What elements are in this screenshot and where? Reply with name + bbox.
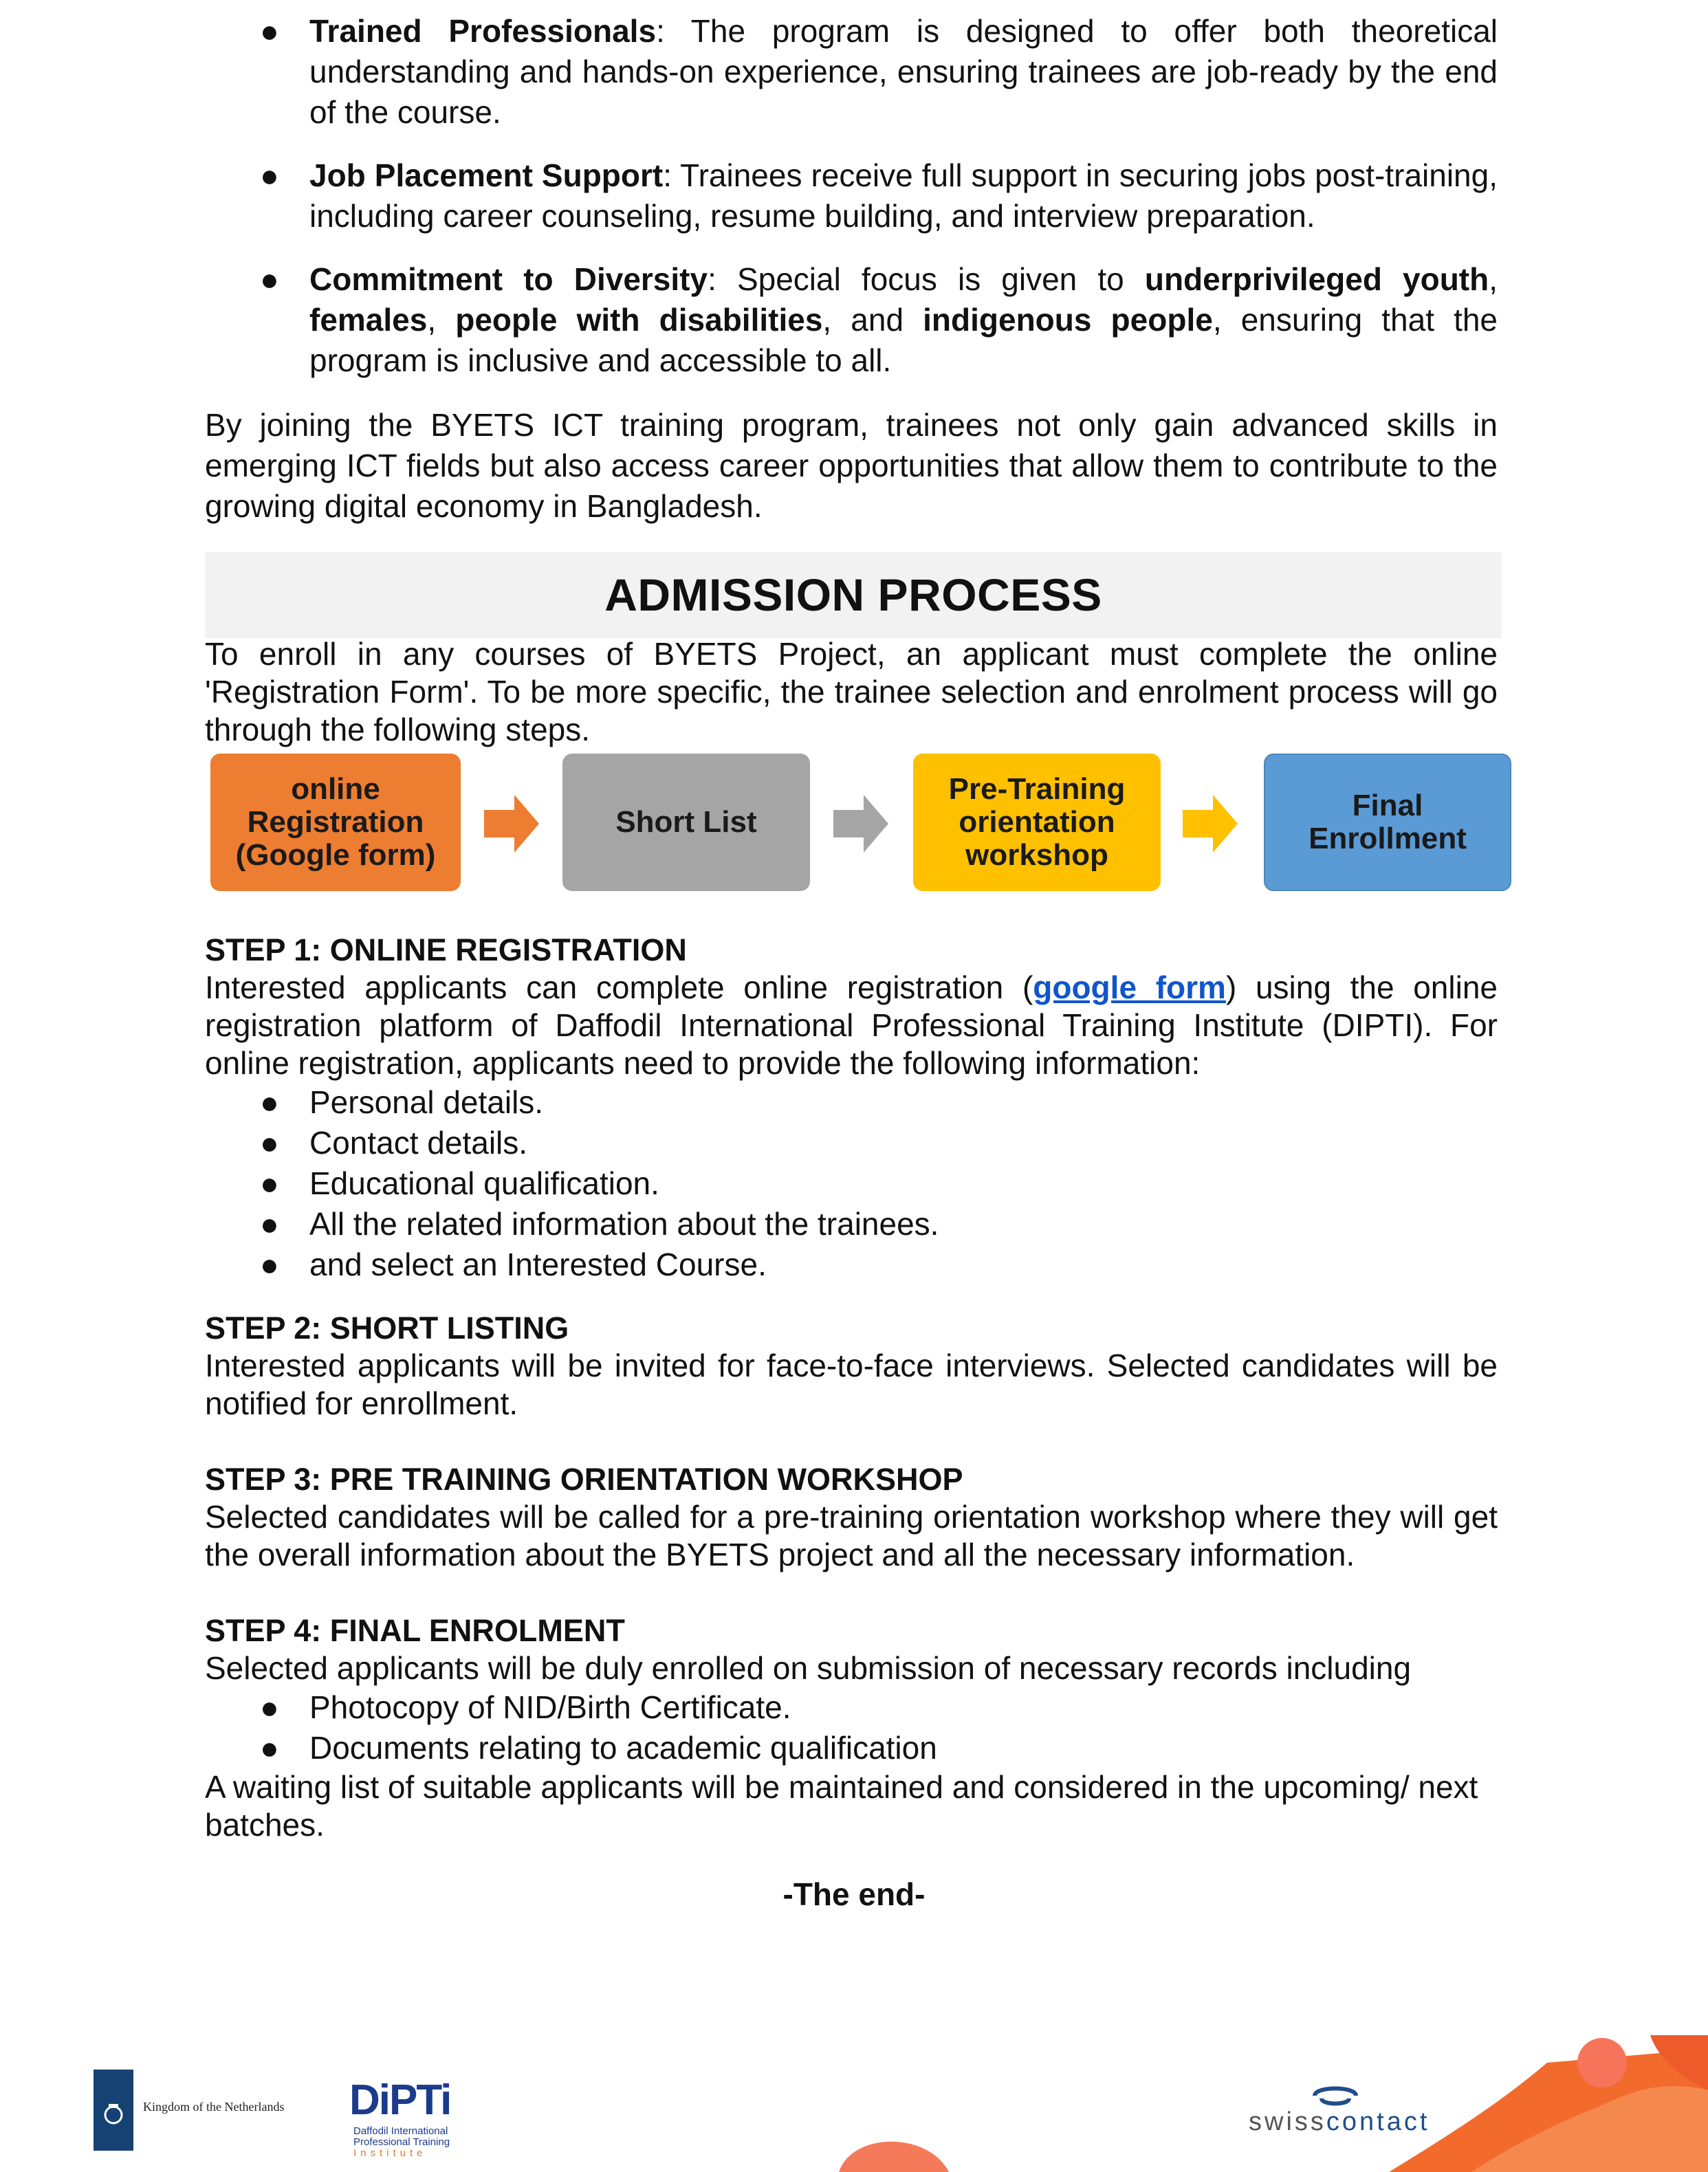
step3-text: Selected candidates will be called for a pre-training orientation workshop where they will get the overall information about the BYETS project and all the necessary information. <box>205 1499 1498 1572</box>
bold-term: people with disabilities <box>455 302 823 338</box>
list-item <box>205 1082 1498 1123</box>
bullet-text: , and <box>822 302 923 338</box>
list-item-text: Documents relating to academic qualification <box>309 1730 937 1766</box>
admission-banner <box>205 552 1502 638</box>
dipti-caption-line: Daffodil International <box>353 2125 448 2137</box>
step4-text: Selected applicants will be duly enrolled on submission of necessary records including <box>205 1650 1412 1686</box>
step1-text <box>205 969 1498 1082</box>
list-item-text: Photocopy of NID/Birth Certificate. <box>309 1689 791 1725</box>
flow-box-line: Final <box>1352 789 1423 822</box>
bullet-icon: ● <box>260 157 279 193</box>
bullet-icon: ● <box>260 261 279 297</box>
list-item <box>205 259 1498 381</box>
bullet-text: , ensuring that the program is inclusive and accessible to all. <box>309 302 1498 378</box>
bullet-icon: ● <box>260 1084 279 1120</box>
flow-box-line: orientation <box>959 805 1115 839</box>
bullet-icon: ● <box>260 1125 279 1161</box>
bullet-icon: ● <box>260 1247 279 1282</box>
flow-box-line: Short List <box>615 805 757 839</box>
swisscontact-logo-icon <box>1308 2083 1363 2108</box>
step4-records-list <box>205 1687 1498 1768</box>
the-end-text: -The end- <box>782 1876 926 1912</box>
arrow-right-icon <box>1183 795 1238 853</box>
arrow-right-icon <box>833 795 888 853</box>
step3-section <box>205 1460 1498 1574</box>
contact-text: contact <box>1326 2107 1430 2136</box>
swisscontact-wordmark <box>1249 2107 1430 2137</box>
arrow-right-icon <box>484 795 539 853</box>
flow-box-line: online <box>291 772 380 806</box>
waiting-list-text: A waiting list of suitable applicants will be maintained and considered in the upcoming/ next batches. <box>205 1769 1478 1843</box>
bullet-title: Trained Professionals <box>309 13 657 49</box>
list-item <box>205 1687 1498 1728</box>
list-item <box>205 1204 1498 1244</box>
bullet-icon: ● <box>260 1730 279 1766</box>
flow-box-line: Pre-Training <box>948 772 1126 806</box>
step3-heading: STEP 3: PRE TRAINING ORIENTATION WORKSHOP <box>205 1462 963 1497</box>
step2-section <box>205 1309 1498 1423</box>
flow-box-shortlist <box>562 754 810 891</box>
list-item <box>205 1123 1498 1163</box>
bold-term: females <box>309 302 428 338</box>
step1-info-list <box>205 1082 1498 1285</box>
step4-heading: STEP 4: FINAL ENROLMENT <box>205 1613 625 1648</box>
step1-text-b: ) using the online registration platform of Daffodil International Professional Training Institute (DIPTI). For online registration, applicants need to provide the following information: <box>205 969 1498 1081</box>
bullet-icon: ● <box>260 1689 279 1725</box>
step1-section <box>205 931 1498 1285</box>
flow-box-orientation <box>913 754 1161 891</box>
step2-heading: STEP 2: SHORT LISTING <box>205 1310 569 1346</box>
footer <box>0 2035 1708 2172</box>
list-item <box>205 1163 1498 1204</box>
conclusion-paragraph: By joining the BYETS ICT training program, trainees not only gain advanced skills in emerging ICT fields but also access career opportunities that allow them to contribute to the growing digital economy in Bangladesh. <box>205 407 1498 524</box>
benefits-list-section <box>205 11 1498 404</box>
bold-term: underprivileged youth <box>1144 261 1489 297</box>
flow-box-enrollment <box>1264 754 1511 891</box>
bullet-icon: ● <box>260 13 279 49</box>
conclusion-section <box>205 405 1498 527</box>
bullet-title: Job Placement Support <box>309 157 664 193</box>
flow-box-line: (Google form) <box>235 838 436 872</box>
list-item <box>205 1728 1498 1768</box>
list-item-text: All the related information about the trainees. <box>309 1206 939 1242</box>
step1-text-a: Interested applicants can complete online registration ( <box>205 969 1033 1005</box>
bullet-icon: ● <box>260 1165 279 1201</box>
bullet-text: : Trainees receive full support in securing jobs post-training, including career counseling, resume building, and interview preparation. <box>309 157 1498 234</box>
flow-box-line: Registration <box>247 805 424 839</box>
step2-text: Interested applicants will be invited for face-to-face interviews. Selected candidates will be notified for enrollment. <box>205 1348 1498 1421</box>
list-item <box>205 155 1498 237</box>
dipti-caption-line: Professional Training <box>353 2136 450 2148</box>
bullet-text: : The program is designed to offer both theoretical understanding and hands-on experience, ensuring trainees are job-ready by the end of the course. <box>309 13 1498 130</box>
step4-section <box>205 1612 1498 1844</box>
list-item-text: and select an Interested Course. <box>309 1247 767 1282</box>
dipti-logo: DiPTi <box>349 2076 451 2124</box>
bullet-text: : Special focus is given to <box>708 261 1145 297</box>
admission-intro: To enroll in any courses of BYETS Project, an applicant must complete the online 'Registration Form'. To be more specific, the trainee selection and enrolment process will go through the following steps. <box>205 636 1498 747</box>
bullet-icon: ● <box>260 1206 279 1242</box>
list-item-text: Contact details. <box>309 1125 528 1161</box>
bullet-text: , <box>427 302 456 338</box>
dipti-caption-line: Institute <box>353 2147 427 2159</box>
benefits-list <box>205 11 1498 381</box>
flow-box-line: workshop <box>965 838 1108 872</box>
list-item-text: Personal details. <box>309 1084 544 1120</box>
admission-intro-section <box>205 635 1498 749</box>
admission-flow-diagram <box>210 754 1513 894</box>
flow-box-line: Enrollment <box>1309 822 1467 855</box>
bullet-text: , <box>1489 261 1498 297</box>
admission-title: ADMISSION PROCESS <box>604 569 1102 620</box>
list-item <box>205 11 1498 133</box>
swiss-text: swiss <box>1249 2107 1326 2136</box>
bold-term: indigenous people <box>923 302 1213 338</box>
dipti-caption <box>353 2126 450 2159</box>
step1-heading: STEP 1: ONLINE REGISTRATION <box>205 932 687 967</box>
google-form-link[interactable]: google form <box>1033 969 1226 1005</box>
netherlands-emblem-icon <box>94 2070 133 2151</box>
list-item <box>205 1244 1498 1285</box>
netherlands-label: Kingdom of the Netherlands <box>143 2100 285 2114</box>
flow-box-registration <box>210 754 461 891</box>
list-item-text: Educational qualification. <box>309 1165 659 1201</box>
decorative-swoosh-icon <box>825 2035 1708 2172</box>
bullet-title: Commitment to Diversity <box>309 261 708 297</box>
